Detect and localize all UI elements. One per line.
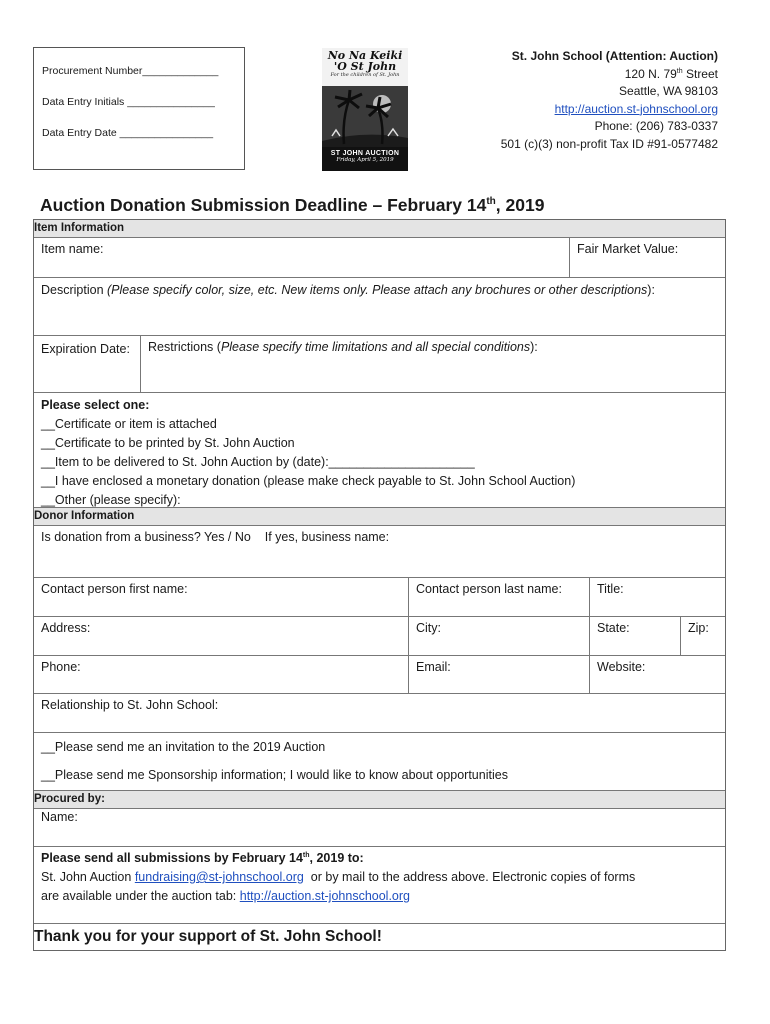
procurement-number-field[interactable]: Procurement Number_____________ xyxy=(42,65,219,77)
submission-line-1: St. John Auction fundraising@st-johnschool.org or by mail to the address above. Electronic copies of forms xyxy=(41,870,636,884)
email-field[interactable]: Email: xyxy=(408,656,589,693)
item-information-header: Item Information xyxy=(34,220,725,238)
logo-title-line1: No Na Keiki xyxy=(327,49,403,62)
title-field[interactable]: Title: xyxy=(589,578,725,616)
donation-type-options xyxy=(34,393,582,507)
submission-line-2: are available under the auction tab: http://auction.st-johnschool.org xyxy=(41,889,410,903)
business-question-field[interactable]: Is donation from a business? Yes / No If yes, business name: xyxy=(41,530,390,544)
school-phone: Phone: (206) 783-0337 xyxy=(594,119,718,134)
state-field[interactable]: State: xyxy=(589,617,680,655)
street-address: 120 N. 79th Street xyxy=(624,66,718,81)
phone-field[interactable]: Phone: xyxy=(41,660,81,674)
option-monetary-donation[interactable]: __I have enclosed a monetary donation (please make check payable to St. John School Auction) xyxy=(41,474,576,488)
procurement-box xyxy=(33,47,245,170)
auction-website-link[interactable]: http://auction.st-johnschool.org xyxy=(554,101,718,116)
donation-form xyxy=(33,219,726,951)
address-field[interactable]: Address: xyxy=(41,621,91,635)
option-item-delivered[interactable]: __Item to be delivered to St. John Auction by (date):_____________________ xyxy=(41,455,475,469)
auction-tab-link[interactable]: http://auction.st-johnschool.org xyxy=(239,889,410,903)
relationship-field[interactable]: Relationship to St. John School: xyxy=(41,698,219,712)
school-name: St. John School (Attention: Auction) xyxy=(511,49,718,63)
website-field[interactable]: Website: xyxy=(589,656,725,693)
donor-information-header: Donor Information xyxy=(34,508,725,526)
item-name-field[interactable]: Item name: xyxy=(41,242,104,256)
description-field[interactable]: Description (Please specify color, size, etc. New items only. Please attach any brochures or other descriptions): xyxy=(41,283,655,297)
palm-tree-illustration xyxy=(322,86,408,147)
option-other[interactable]: __Other (please specify): xyxy=(41,493,181,507)
invitation-option[interactable]: __Please send me an invitation to the 2019 Auction xyxy=(41,740,326,754)
restrictions-field[interactable]: Restrictions (Please specify time limitations and all special conditions): xyxy=(140,336,725,392)
data-entry-initials-field[interactable]: Data Entry Initials _______________ xyxy=(42,96,215,108)
page-title: Auction Donation Submission Deadline – February 14th, 2019 xyxy=(40,195,545,215)
zip-field[interactable]: Zip: xyxy=(680,617,725,655)
submission-instructions xyxy=(34,847,725,923)
auction-logo xyxy=(322,48,408,171)
contact-first-name-field[interactable]: Contact person first name: xyxy=(41,582,188,596)
logo-band-date: Friday, April 5, 2019 xyxy=(336,157,394,163)
data-entry-date-field[interactable]: Data Entry Date ________________ xyxy=(42,127,214,139)
select-one-label: Please select one: xyxy=(41,398,150,412)
logo-band xyxy=(322,147,408,171)
city-state-zip: Seattle, WA 98103 xyxy=(619,84,718,99)
logo-tagline: For the children of St. John xyxy=(330,72,400,78)
sponsorship-option[interactable]: __Please send me Sponsorship information; I would like to know about opportunities xyxy=(41,768,508,782)
option-certificate-printed[interactable]: __Certificate to be printed by St. John Auction xyxy=(41,436,295,450)
procured-by-name-field[interactable]: Name: xyxy=(41,810,78,824)
logo-title-line2: 'O St John xyxy=(333,60,397,73)
submission-deadline: Please send all submissions by February 14th, 2019 to: xyxy=(41,851,364,865)
option-certificate-attached[interactable]: __Certificate or item is attached xyxy=(41,417,217,431)
fundraising-email-link[interactable]: fundraising@st-johnschool.org xyxy=(134,870,304,884)
school-address xyxy=(501,48,718,154)
logo-band-title: ST JOHN AUCTION xyxy=(330,150,400,157)
contact-last-name-field[interactable]: Contact person last name: xyxy=(408,578,589,616)
procured-by-header: Procured by: xyxy=(34,791,725,809)
fair-market-value-field[interactable]: Fair Market Value: xyxy=(569,238,725,277)
thank-you-message: Thank you for your support of St. John School! xyxy=(34,928,382,945)
city-field[interactable]: City: xyxy=(408,617,589,655)
tax-id: 501 (c)(3) non-profit Tax ID #91-0577482 xyxy=(500,136,718,151)
expiration-date-field[interactable]: Expiration Date: xyxy=(41,342,130,356)
